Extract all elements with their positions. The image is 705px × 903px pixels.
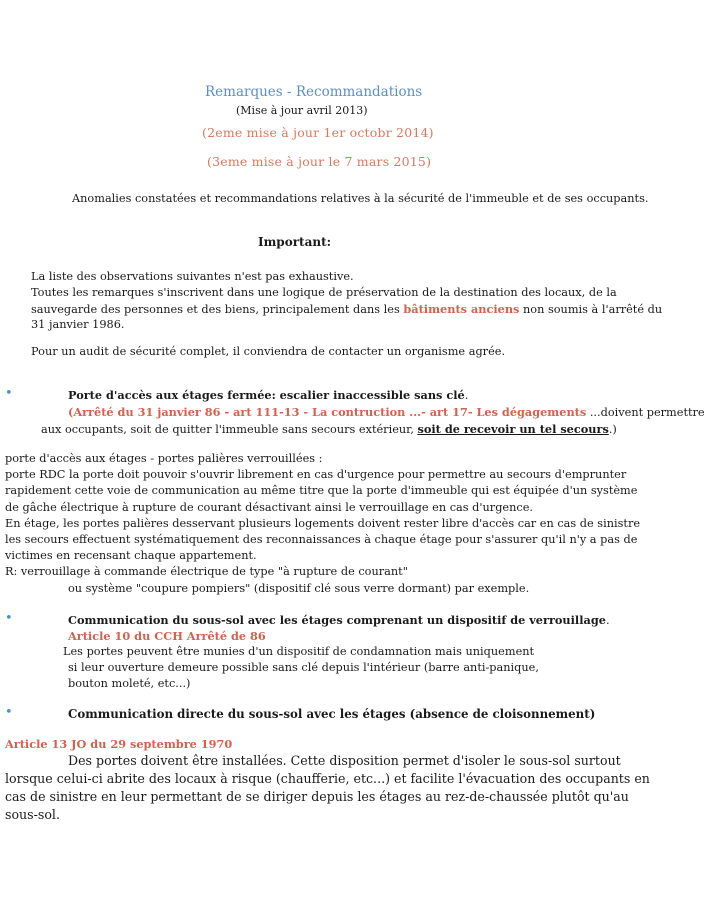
important-line-3c: non soumis à l'arrêté du: [519, 303, 663, 316]
section1-ref-text: (Arrêté du 31 janvier 86 - art 111-13 - La contruction ...- art 17- Les dégagements: [68, 405, 587, 419]
important-line-1: La liste des observations suivantes n'est pas exhaustive.: [31, 270, 354, 283]
section3-ref: Article 13 JO du 29 septembre 1970: [5, 737, 233, 751]
section1-body-line: victimes en recensant chaque appartement.: [5, 549, 257, 563]
section2-title-text: Communication du sous-sol avec les étages comprenant un dispositif de verrouillage: [68, 613, 606, 627]
important-line-3a: sauvegarde des personnes et des biens, principalement dans les: [31, 303, 404, 316]
section2-line-3: bouton moleté, etc...): [68, 677, 191, 690]
section1-body-line: les secours effectuent systématiquement des reconnaissances à chaque étage pour s'assurer qu'il n'y a pas de: [5, 533, 638, 547]
section1-body-line: En étage, les portes palières desservant plusieurs logements doivent rester libre d'accès car en cas de sinistre: [5, 516, 641, 530]
section1-title-text: Porte d'accès aux étages fermée: escalier inaccessible sans clé: [68, 388, 465, 402]
bullet-icon: •: [5, 705, 13, 720]
section1-title-end: .: [464, 389, 469, 402]
section1-ref-tail: ...doivent permettre: [586, 406, 705, 419]
section3-line-4: sous-sol.: [5, 807, 60, 822]
important-heading: Important:: [258, 235, 332, 249]
important-line-3: [31, 301, 662, 318]
section1-ref-underlined: soit de recevoir un tel secours: [417, 422, 609, 436]
section1-body-last: ou système "coupure pompiers" (dispositif clé sous verre dormant) par exemple.: [68, 582, 530, 595]
section2-ref: Article 10 du CCH Arrêté de 86: [68, 629, 266, 643]
section2-title-end: .: [605, 614, 610, 627]
section1-title: [68, 387, 468, 404]
bullet-icon: •: [5, 611, 13, 626]
section3-line-1: Des portes doivent être installées. Cette disposition permet d'isoler le sous-sol surtout: [68, 753, 621, 768]
section1-body: [5, 451, 640, 581]
section1-ref: [68, 404, 705, 421]
important-line-2: Toutes les remarques s'inscrivent dans une logique de préservation de la destination des locaux, de la: [31, 286, 617, 299]
highlight-old-buildings: bâtiments anciens: [403, 302, 520, 316]
section2-line-1: Les portes peuvent être munies d'un dispositif de condamnation mais uniquement: [63, 645, 535, 658]
section1-body-line: porte RDC la porte doit pouvoir s'ouvrir librement en cas d'urgence pour permettre au secours d'emprunter: [5, 468, 627, 482]
intro-text: Anomalies constatées et recommandations relatives à la sécurité de l'immeuble et de ses occupants.: [72, 192, 649, 205]
section2-line-2: si leur ouverture demeure possible sans clé depuis l'intérieur (barre anti-panique,: [68, 661, 539, 674]
update-note-2: (2eme mise à jour 1er octobr 2014): [202, 125, 434, 140]
section1-ref-line-2: [41, 421, 617, 438]
section1-body-line: porte d'accès aux étages - portes palières verrouillées :: [5, 452, 323, 465]
update-note-1: (Mise à jour avril 2013): [236, 104, 368, 117]
section3-line-2: lorsque celui-ci abrite des locaux à risque (chaufferie, etc...) et facilite l'évacuation des occupants en: [5, 771, 650, 786]
section1-ref-line-2c: .): [608, 423, 617, 436]
section1-body-line: R: verrouillage à commande électrique de type "à rupture de courant": [5, 565, 408, 579]
important-line-5: Pour un audit de sécurité complet, il conviendra de contacter un organisme agrée.: [31, 345, 506, 358]
section2-title: [68, 612, 610, 629]
section3-title: Communication directe du sous-sol avec les étages (absence de cloisonnement): [68, 707, 596, 721]
bullet-icon: •: [5, 386, 13, 401]
section1-ref-line-2a: aux occupants, soit de quitter l'immeuble sans secours extérieur,: [41, 423, 418, 436]
update-note-3: (3eme mise à jour le 7 mars 2015): [207, 154, 432, 169]
important-line-4: 31 janvier 1986.: [31, 318, 125, 331]
document-title: Remarques - Recommandations: [205, 84, 423, 100]
section1-body-line: de gâche électrique à rupture de courant désactivant ainsi le verrouillage en cas d'urgence.: [5, 500, 533, 514]
section1-body-line: rapidement cette voie de communication au même titre que la porte d'immeuble qui est équipée d'un système: [5, 484, 638, 498]
section3-line-3: cas de sinistre en leur permettant de se diriger depuis les étages au rez-de-chaussée plutôt qu'au: [5, 789, 629, 804]
